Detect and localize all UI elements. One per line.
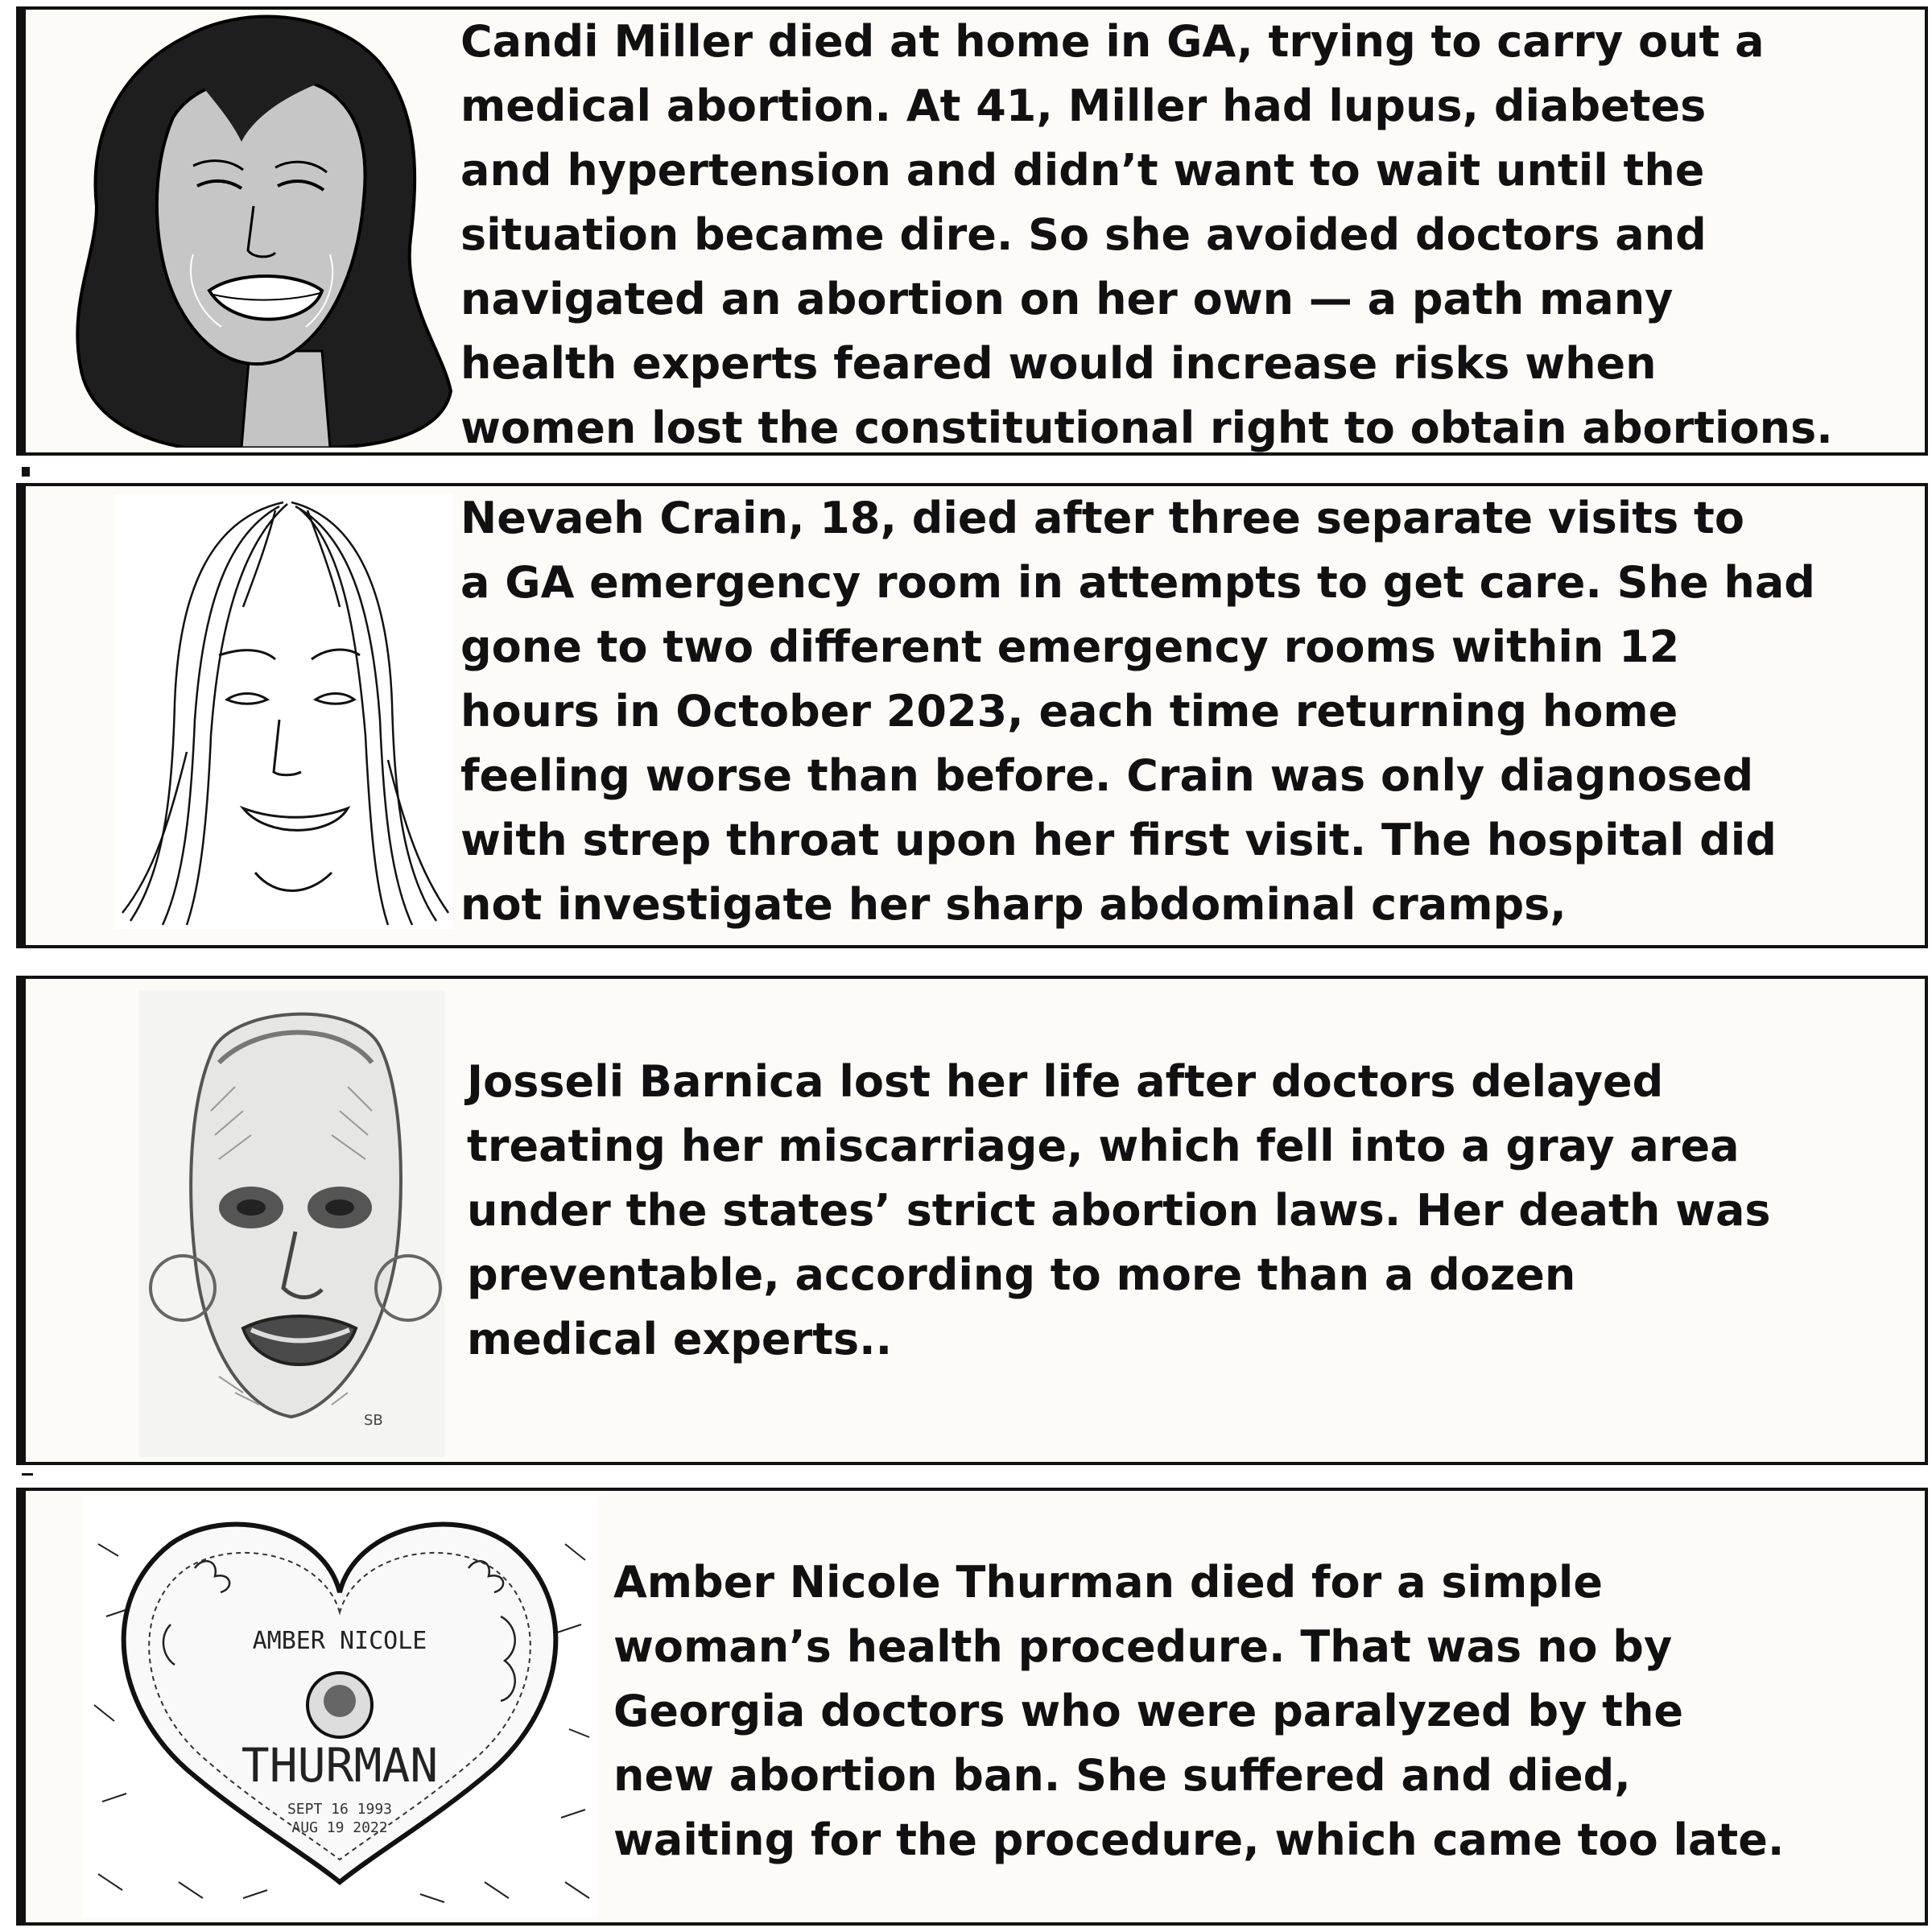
nevaeh-crain-drawing	[114, 494, 452, 929]
headstone-first-names: AMBER NICOLE	[252, 1627, 427, 1655]
candi-miller-drawing	[64, 13, 477, 448]
portrait-nevaeh-crain	[114, 494, 452, 929]
caption-nevaeh-crain: Nevaeh Crain, 18, died after three separate visits to a GA emergency room in attempts to get care. She had gone to two different emergency rooms within 12 hours in October 2023, each time returning home feeling worse than before. Crain was only diagnosed with strep throat upon her first visit. The hospital did not investigate her sharp abdominal cramps,	[460, 493, 1815, 930]
divider-mark	[22, 1473, 33, 1476]
headstone-surname: THURMAN	[241, 1738, 439, 1793]
artist-initials: SB	[364, 1412, 383, 1429]
caption-josseli-barnica: Josseli Barnica lost her life after doctors delayed treating her miscarriage, which fell into a gray area under the states’ strict abortion laws. Her death was preventable, according to more than a dozen medical experts..	[467, 1056, 1771, 1364]
portrait-candi-miller	[64, 13, 477, 448]
josseli-barnica-drawing	[138, 990, 444, 1457]
caption-amber-thurman: Amber Nicole Thurman died for a simple woman’s health procedure. That was no by Georgia doctors who were paralyzed by the new abortion ban. She suffered and died, waiting for the procedure, which came too late.	[613, 1557, 1785, 1865]
headstone-born: SEPT 16 1993	[287, 1801, 393, 1818]
caption-candi-miller: Candi Miller died at home in GA, trying to carry out a medical abortion. At 41, Miller had lupus, diabetes and hypertension and didn’t want to wait until the situation became dire. So she avoided doctors and navigated an abortion on her own — a path many health experts feared would increase risks when women lost the constitutional right to obtain abortions.	[460, 16, 1833, 453]
panel-candi-miller	[16, 6, 1928, 456]
headstone-died: AUG 19 2022	[291, 1819, 388, 1836]
headstone-drawing	[82, 1496, 597, 1918]
panel-amber-thurman	[16, 1488, 1928, 1926]
portrait-amber-thurman-headstone	[82, 1496, 597, 1918]
panel-nevaeh-crain	[16, 483, 1928, 948]
panel-josseli-barnica	[16, 976, 1928, 1465]
portrait-josseli-barnica	[138, 990, 444, 1457]
divider-mark	[22, 467, 30, 477]
